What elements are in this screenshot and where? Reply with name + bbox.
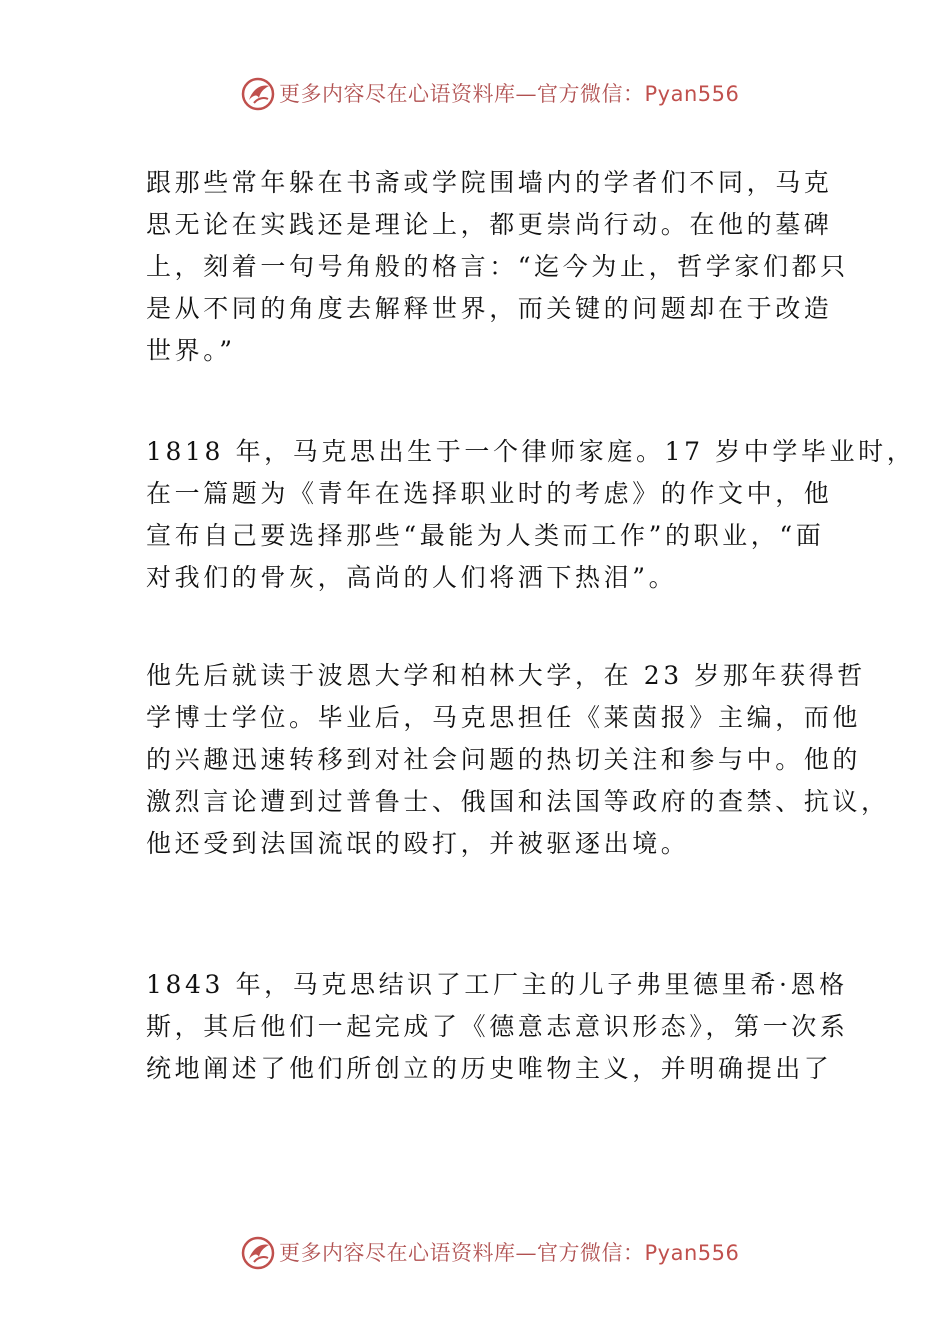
header-watermark (0, 72, 950, 116)
paragraph-line: 宣布自己要选择那些“最能为人类而工作”的职业，“面 (146, 521, 825, 550)
watermark-prefix: 更多内容尽在心语资料库 (279, 1241, 516, 1265)
watermark-text (279, 78, 739, 108)
paragraph-line: 世界。” (146, 336, 236, 365)
paragraph-1 (146, 162, 849, 372)
watermark-wechat-id: Pyan556 (644, 82, 740, 106)
paragraph-2 (146, 431, 916, 599)
paragraph-line: 跟那些常年躲在书斋或学院围墙内的学者们不同，马克 (146, 168, 833, 197)
paragraph-line: 对我们的骨灰，高尚的人们将洒下热泪”。 (146, 563, 678, 592)
phoenix-logo-icon (240, 76, 276, 112)
watermark-dash: — (515, 82, 537, 106)
paragraph-line: 他先后就读于波恩大学和柏林大学，在 23 岁那年获得哲 (146, 661, 866, 690)
paragraph-line: 统地阐述了他们所创立的历史唯物主义，并明确提出了 (146, 1054, 833, 1083)
paragraph-line: 的兴趣迅速转移到对社会问题的热切关注和参与中。他的 (146, 745, 862, 774)
paragraph-line: 他还受到法国流氓的殴打，并被驱逐出境。 (146, 829, 690, 858)
watermark-wechat-label: 官方微信： (537, 1241, 645, 1265)
paragraph-line: 1843 年，马克思结识了工厂主的儿子弗里德里希·恩格 (146, 970, 848, 999)
watermark-dash: — (515, 1241, 537, 1265)
paragraph-line: 思无论在实践还是理论上，都更崇尚行动。在他的墓碑 (146, 210, 833, 239)
paragraph-4 (146, 964, 849, 1090)
paragraph-3 (146, 655, 890, 865)
watermark-wechat-label: 官方微信： (537, 82, 645, 106)
paragraph-line: 是从不同的角度去解释世界，而关键的问题却在于改造 (146, 294, 833, 323)
paragraph-line: 激烈言论遭到过普鲁士、俄国和法国等政府的查禁、抗议， (146, 787, 890, 816)
watermark-text (279, 1237, 739, 1267)
watermark-wechat-id: Pyan556 (644, 1241, 740, 1265)
paragraph-line: 上，刻着一句号角般的格言：“迄今为止，哲学家们都只 (146, 252, 849, 281)
paragraph-line: 学博士学位。毕业后，马克思担任《莱茵报》主编，而他 (146, 703, 862, 732)
watermark-prefix: 更多内容尽在心语资料库 (279, 82, 516, 106)
paragraph-line: 在一篇题为《青年在选择职业时的考虑》的作文中，他 (146, 479, 833, 508)
footer-watermark (0, 1231, 950, 1275)
paragraph-line: 1818 年，马克思出生于一个律师家庭。17 岁中学毕业时， (146, 437, 916, 466)
paragraph-line: 斯，其后他们一起完成了《德意志意识形态》，第一次系 (146, 1012, 849, 1041)
phoenix-logo-icon (240, 1235, 276, 1271)
